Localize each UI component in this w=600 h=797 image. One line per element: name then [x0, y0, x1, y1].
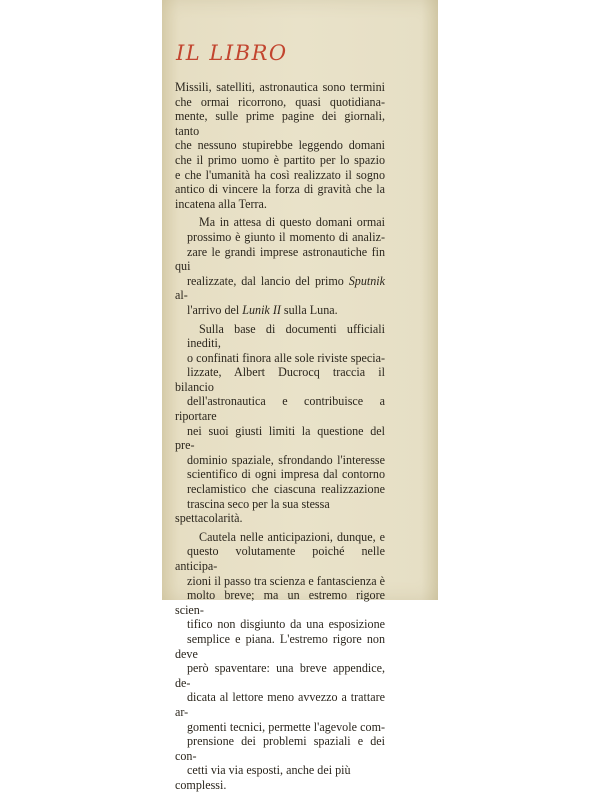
page-title: IL LIBRO — [176, 41, 288, 65]
italic-title-lunik: Lunik II — [242, 302, 281, 317]
body-text — [175, 80, 385, 797]
text-line: semplice e piana. L'estremo rigore non deve — [175, 631, 385, 661]
text-line: dominio spaziale, sfrondando l'interesse — [187, 452, 385, 467]
text-line: Missili, satelliti, astronautica sono termini — [175, 80, 385, 94]
text-line: antico di vincere la forza di gravità che la — [175, 182, 385, 197]
text-line: Sulla base di documenti ufficiali inediti, — [187, 321, 385, 351]
text-line: e che l'umanità ha così realizzato il sogno — [175, 167, 385, 182]
text-line: però spaventare: una breve appendice, de- — [175, 661, 385, 690]
text-line: questo volutamente poiché nelle anticipa- — [175, 544, 385, 573]
text-line: scientifico di ogni impresa dal contorno — [187, 467, 385, 482]
text-fragment: al- — [175, 288, 188, 303]
text-line: nei suoi giusti limiti la questione del pre- — [175, 423, 385, 453]
text-line: trascina seco per la sua stessa spettacolarità. — [175, 496, 330, 526]
text-line: gomenti tecnici, permette l'agevole com- — [187, 719, 385, 734]
text-line: lizzate, Albert Ducrocq traccia il bilancio — [175, 365, 385, 394]
italic-title-sputnik: Sputnik — [348, 273, 386, 288]
paragraph-4 — [175, 530, 385, 793]
text-fragment: sulla Luna. — [283, 302, 338, 317]
text-line: dicata al lettore meno avvezzo a trattare ar- — [175, 690, 385, 719]
text-line: mente, sulle prime pagine dei giornali, tanto — [175, 109, 385, 138]
text-line: tifico non disgiunto da una esposizione — [187, 617, 385, 632]
text-line: reclamistico che ciascuna realizzazione — [187, 482, 385, 497]
text-line: che ormai ricorrono, quasi quotidiana- — [175, 94, 385, 109]
paragraph-3 — [175, 322, 385, 526]
text-line — [175, 303, 385, 318]
paragraph-2 — [175, 215, 385, 317]
text-line — [175, 274, 385, 303]
text-line: dell'astronautica e contribuisce a riportare — [175, 394, 385, 424]
text-line: incatena alla Terra. — [175, 196, 267, 211]
text-line: prensione dei problemi spaziali e dei con- — [175, 734, 385, 763]
text-line: molto breve; ma un estremo rigore scien- — [175, 588, 385, 617]
text-line: Cautela nelle anticipazioni, dunque, e — [199, 529, 385, 544]
text-line: zioni il passo tra scienza e fantascienza è — [187, 573, 385, 588]
text-line: prossimo è giunto il momento di analiz- — [187, 229, 385, 244]
paragraph-1 — [175, 80, 385, 211]
text-line: o confinati finora alle sole riviste specia- — [187, 350, 385, 365]
text-line: zare le grandi imprese astronautiche fin qui — [175, 244, 385, 274]
text-line: Ma in attesa di questo domani ormai — [199, 215, 385, 230]
text-line: che nessuno stupirebbe leggendo domani — [175, 138, 385, 153]
text-line: che il primo uomo è partito per lo spazio — [175, 152, 385, 167]
text-fragment: realizzate, dal lancio del primo — [187, 273, 344, 288]
text-fragment: l'arrivo del — [187, 302, 240, 317]
text-line: cetti via via esposti, anche dei più complessi. — [175, 763, 351, 792]
